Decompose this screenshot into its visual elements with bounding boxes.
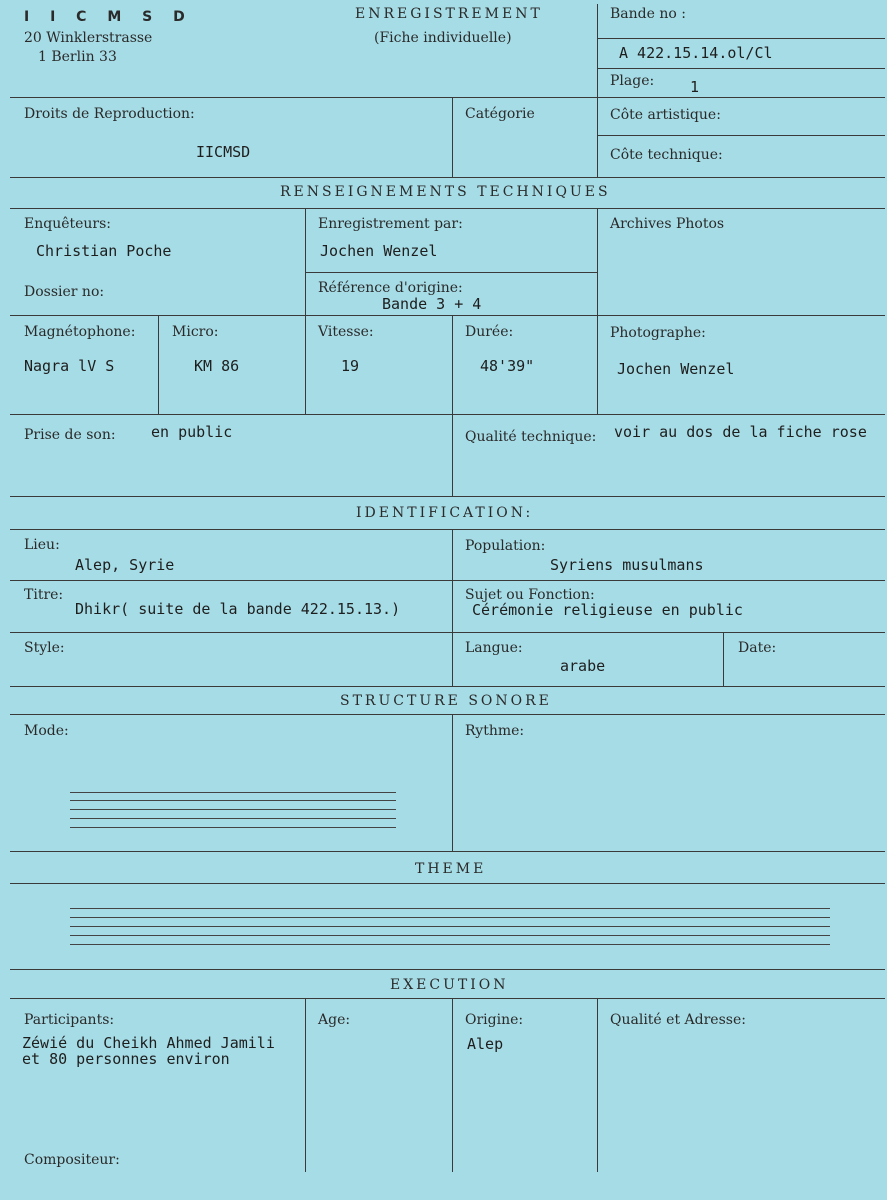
rule: [723, 632, 724, 686]
plage-value: 1: [690, 78, 700, 96]
participants-label: Participants:: [24, 1012, 115, 1028]
enregistrement-par-value: Jochen Wenzel: [320, 242, 438, 260]
org-name: I I C M S D: [24, 9, 193, 25]
sujet-value: Cérémonie religieuse en public: [472, 601, 743, 619]
lieu-value: Alep, Syrie: [75, 556, 175, 574]
reference-label: Référence d'origine:: [318, 280, 463, 296]
rule: [10, 414, 885, 415]
rule: [10, 315, 885, 316]
titre-value: Dhikr( suite de la bande 422.15.13.): [75, 600, 401, 618]
enqueteurs-value: Christian Poche: [36, 242, 172, 260]
rule: [452, 529, 453, 686]
magnetophone-value: Nagra lV S: [24, 357, 115, 375]
participants-value: Zéwié du Cheikh Ahmed Jamili et 80 personnes environ: [22, 1034, 275, 1068]
rule: [597, 208, 598, 414]
rule: [10, 496, 885, 497]
section-technical-title: RENSEIGNEMENTS TECHNIQUES: [280, 184, 611, 200]
langue-label: Langue:: [465, 640, 523, 656]
rule: [10, 580, 885, 581]
compositeur-label: Compositeur:: [24, 1152, 120, 1168]
titre-label: Titre:: [24, 587, 64, 603]
bande-label: Bande no :: [610, 6, 686, 22]
bande-value: A 422.15.14.ol/Cl: [619, 44, 773, 62]
photographe-value: Jochen Wenzel: [617, 360, 735, 378]
micro-value: KM 86: [194, 357, 240, 375]
section-execution-title: EXECUTION: [390, 977, 509, 993]
mode-label: Mode:: [24, 723, 69, 739]
vitesse-value: 19: [341, 357, 360, 375]
rule: [305, 998, 306, 1172]
address-line-2: 1 Berlin 33: [38, 49, 117, 65]
reference-value: Bande 3 + 4: [382, 295, 482, 313]
duree-value: 48'39": [480, 357, 535, 375]
rule: [10, 177, 885, 178]
categorie-label: Catégorie: [465, 106, 535, 122]
rule: [452, 315, 453, 496]
micro-label: Micro:: [172, 324, 219, 340]
section-identification-title: IDENTIFICATION:: [356, 505, 534, 521]
style-label: Style:: [24, 640, 65, 656]
photographe-label: Photographe:: [610, 325, 706, 341]
qualite-adresse-label: Qualité et Adresse:: [610, 1012, 746, 1028]
archives-photos-label: Archives Photos: [610, 216, 725, 232]
rule: [10, 686, 885, 687]
cote-technique-label: Côte technique:: [610, 147, 723, 163]
qualite-technique-value: voir au dos de la fiche rose: [614, 423, 867, 441]
rule: [10, 883, 885, 884]
rule: [597, 4, 598, 177]
address-line-1: 20 Winklerstrasse: [24, 30, 153, 46]
lieu-label: Lieu:: [24, 537, 60, 553]
vitesse-label: Vitesse:: [318, 324, 374, 340]
rule: [10, 529, 885, 530]
rule: [597, 998, 598, 1172]
rule: [452, 998, 453, 1172]
cote-artistique-label: Côte artistique:: [610, 107, 721, 123]
rule: [597, 68, 885, 69]
magnetophone-label: Magnétophone:: [24, 324, 136, 340]
rule: [305, 208, 306, 414]
form-title: ENREGISTREMENT: [355, 6, 543, 22]
dossier-label: Dossier no:: [24, 284, 105, 300]
rule: [597, 135, 885, 136]
qualite-technique-label: Qualité technique:: [465, 429, 597, 445]
rule: [10, 998, 885, 999]
rule: [452, 714, 453, 851]
section-structure-title: STRUCTURE SONORE: [340, 693, 552, 709]
origine-value: Alep: [467, 1035, 504, 1053]
population-label: Population:: [465, 538, 546, 554]
langue-value: arabe: [560, 657, 606, 675]
section-theme-title: THEME: [415, 861, 487, 877]
rule: [597, 38, 885, 39]
rule: [10, 208, 885, 209]
plage-label: Plage:: [610, 73, 655, 89]
sujet-label: Sujet ou Fonction:: [465, 587, 595, 603]
population-value: Syriens musulmans: [550, 556, 704, 574]
prise-value: en public: [151, 423, 233, 441]
rule: [305, 272, 597, 273]
enregistrement-par-label: Enregistrement par:: [318, 216, 463, 232]
droits-label: Droits de Reproduction:: [24, 106, 195, 122]
form-subtitle: (Fiche individuelle): [374, 30, 512, 46]
age-label: Age:: [318, 1012, 351, 1028]
rule: [10, 969, 885, 970]
origine-label: Origine:: [465, 1012, 524, 1028]
rule: [10, 97, 885, 98]
enqueteurs-label: Enquêteurs:: [24, 216, 112, 232]
rule: [10, 632, 885, 633]
date-label: Date:: [738, 640, 777, 656]
rule: [10, 714, 885, 715]
rule: [452, 97, 453, 177]
rythme-label: Rythme:: [465, 723, 525, 739]
rule: [10, 851, 885, 852]
rule: [158, 315, 159, 414]
droits-value: IICMSD: [196, 143, 251, 161]
prise-label: Prise de son:: [24, 427, 116, 443]
duree-label: Durée:: [465, 324, 514, 340]
